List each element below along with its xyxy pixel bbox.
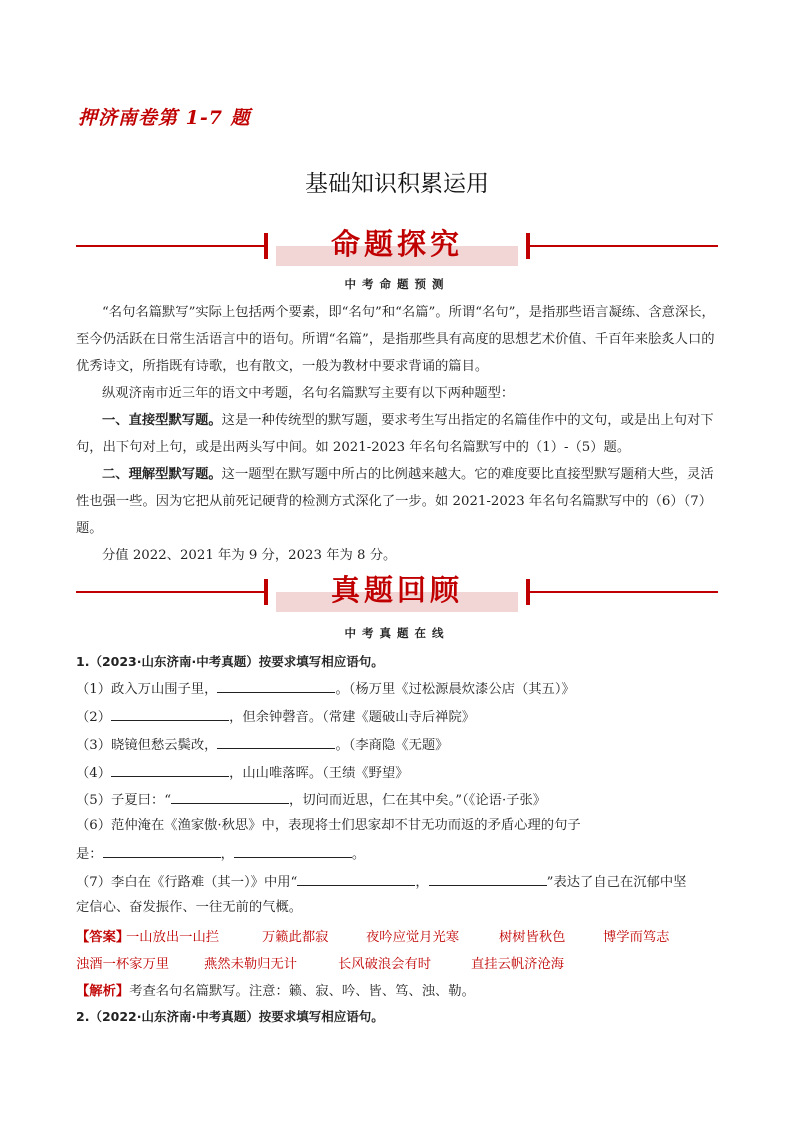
answer-row-2 <box>76 953 718 973</box>
type2-paragraph: 二、理解型默写题。这一题型在默写题中所占的比例越来越大。它的难度要比直接型默写题稍大些，灵活性也强一些。因为它把从前死记硬背的检测方式深化了一步。如 2021-2023 年名句名篇默写中的（6）（7）题。 <box>76 467 714 536</box>
section-subtitle: 中考真题在线 <box>344 626 450 640</box>
analysis-label: 【解析】 <box>76 984 130 999</box>
answer-item: 万籁此都寂 <box>262 930 329 945</box>
answer-blank[interactable] <box>429 871 547 886</box>
question-item-1: （1）政入万山围子里， 。（杨万里《过松源晨炊漆公店（其五）》 <box>76 678 575 700</box>
overview-paragraph: 纵观济南市近三年的语文中考题，名句名篇默写主要有以下两种题型： <box>102 386 515 401</box>
answer-blank[interactable] <box>217 734 335 749</box>
analysis-row <box>76 980 475 999</box>
answer-blank[interactable] <box>234 843 352 858</box>
answer-item: 夜吟应觉月光寒 <box>366 930 460 945</box>
answer-item: 燕然未勒归无计 <box>204 957 298 972</box>
intro-paragraph: “名句名篇默写”实际上包括两个要素，即“名句”和“名篇”。所谓“名句”，是指那些语言凝练、含意深长，至今仍活跃在日常生活语言中的语句。所谓“名篇”，是指那些具有高度的思想艺术价值、千百年来脍炙人口的优秀诗文，所指既有诗歌，也有散文，一般为教材中要求背诵的篇目。 <box>76 305 715 374</box>
question-item-5: （5）子夏曰：“ ，切问而近思，仁在其中矣。”（《论语·子张》 <box>76 789 546 811</box>
answer-blank[interactable] <box>171 789 289 804</box>
question-item-3: （3）晓镜但愁云鬓改， 。（李商隐《无题》 <box>76 734 448 756</box>
banner-label: 真题回顾 <box>330 573 463 607</box>
section-banner-review <box>76 570 718 614</box>
section-banner-explore <box>76 224 718 268</box>
score-paragraph: 分值 2022、2021 年为 9 分，2023 年为 8 分。 <box>102 548 397 563</box>
type1-heading: 一、直接型默写题。 <box>102 413 222 428</box>
answer-item: 一山放出一山拦 <box>126 930 220 945</box>
type1-paragraph: 一、直接型默写题。这是一种传统型的默写题，要求考生写出指定的名篇佳作中的文句，或是出上句对下句，出下句对上句，或是出两头写中间。如 2021-2023 年名句名篇默写中的（1）-（5）题。 <box>76 413 714 455</box>
banner-label: 命题探究 <box>330 227 463 261</box>
question-item-6-cont: 是： ， 。 <box>76 843 365 865</box>
page-title: 基础知识积累运用 <box>305 171 489 197</box>
answer-item: 博学而笃志 <box>603 930 670 945</box>
question-2-heading: 2.（2022·山东济南·中考真题）按要求填写相应语句。 <box>76 1009 384 1024</box>
answer-item: 长风破浪会有时 <box>338 957 432 972</box>
question-item-7: （7）李白在《行路难（其一）》中用“ ， ”表达了自己在沉郁中坚 <box>76 871 686 893</box>
exam-tag: 押济南卷第 1-7 题 <box>78 107 251 129</box>
section-subtitle: 中考命题预测 <box>344 277 450 291</box>
type2-heading: 二、理解型默写题。 <box>102 467 222 482</box>
answer-blank[interactable] <box>111 706 229 721</box>
question-1-heading: 1.（2023·山东济南·中考真题）按要求填写相应语句。 <box>76 654 384 669</box>
answer-blank[interactable] <box>217 678 335 693</box>
answer-row-1 <box>76 926 718 946</box>
question-item-2: （2） ，但余钟磬音。（常建《题破山寺后禅院》 <box>76 706 475 728</box>
answer-item: 直挂云帆济沧海 <box>471 957 565 972</box>
question-item-4: （4） ，山山唯落晖。（王绩《野望》 <box>76 762 409 784</box>
answer-blank[interactable] <box>111 762 229 777</box>
answer-blank[interactable] <box>297 871 415 886</box>
analysis-text: 考查名句名篇默写。注意：籁、寂、吟、皆、笃、浊、勒。 <box>129 984 475 999</box>
answer-item: 树树皆秋色 <box>499 930 566 945</box>
question-item-6: （6）范仲淹在《渔家傲·秋思》中，表现将士们思家却不甘无功而返的矛盾心理的句子 <box>76 818 581 833</box>
answer-blank[interactable] <box>103 843 221 858</box>
answer-label: 【答案】 <box>76 930 130 945</box>
question-item-7-cont: 定信心、奋发振作、一往无前的气概。 <box>76 900 303 915</box>
answer-item: 浊酒一杯家万里 <box>76 957 170 972</box>
